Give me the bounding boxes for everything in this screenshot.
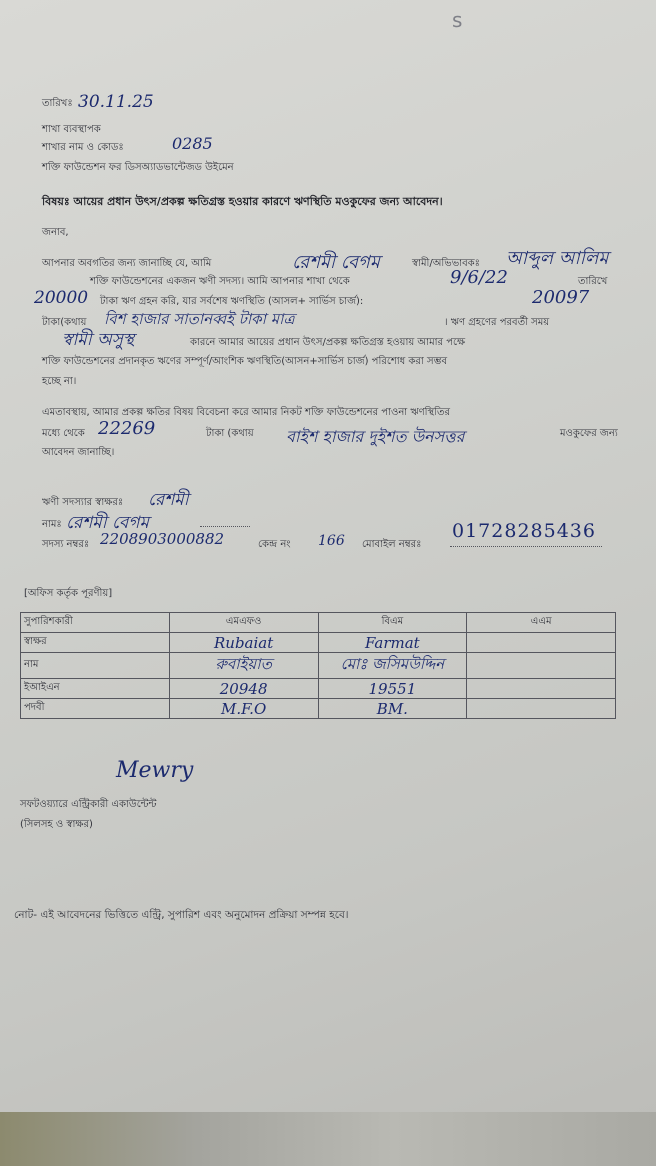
row-label: স্বাক্ষর bbox=[21, 633, 170, 653]
date-value: 30.11.25 bbox=[78, 92, 154, 112]
accountant-signature-hand: Mewry bbox=[116, 758, 194, 783]
para1-line3-a: টাকা ঋণ গ্রহন করি, যার সর্বশেষ ঋণস্থিতি (আসল+ সার্ভিস চার্জ): bbox=[100, 296, 364, 307]
loan-date-hand: 9/6/22 bbox=[450, 267, 508, 288]
center-label: কেন্দ্র নং bbox=[258, 539, 291, 550]
para1-line1-a: আপনার অবগতির জন্য জানাচ্ছি যে, আমি bbox=[42, 258, 212, 269]
para2-line2-b: টাকা (কথায় bbox=[206, 428, 254, 439]
mobile-dotted-line bbox=[450, 546, 602, 547]
mfo-signature: Rubaiat bbox=[213, 633, 274, 652]
mobile-number-hand: 01728285436 bbox=[452, 520, 596, 542]
waive-amount-hand: 22269 bbox=[98, 418, 156, 439]
branch-manager-line: শাখা ব্যবস্থাপক bbox=[42, 124, 101, 135]
office-use-note: [অফিস কর্তৃক পূরণীয়] bbox=[24, 588, 113, 599]
bm-designation: BM. bbox=[376, 699, 408, 718]
branch-code: 0285 bbox=[172, 134, 213, 153]
table-row bbox=[21, 679, 616, 699]
para1-line2-a: শক্তি ফাউন্ডেশনের একজন ঋণী সদস্য। আমি আপনার শাখা থেকে bbox=[90, 276, 350, 287]
table-header-cell: সুপারিশকারী bbox=[21, 613, 170, 633]
am-ein bbox=[467, 679, 616, 699]
footer-note: নোট- এই আবেদনের ভিত্তিতে এন্ট্রি, সুপারিশ এবং অনুমোদন প্রক্রিয়া সম্পন্ন হবে। bbox=[14, 909, 349, 921]
table-header-cell: বিএম bbox=[318, 613, 467, 633]
para1-line5-a: কারনে আমার আয়ের প্রধান উৎস/প্রকল্প ক্ষতিগ্রস্ত হওয়ায় আমার পক্ষে bbox=[190, 337, 466, 348]
row-label: ইআইএন bbox=[21, 679, 170, 699]
loan-amount-hand: 20000 bbox=[34, 288, 89, 308]
mfo-ein: 20948 bbox=[219, 679, 268, 698]
member-id-label: সদস্য নম্বরঃ bbox=[42, 539, 90, 550]
waive-words-hand: বাইশ হাজার দুইশত উনসত্তর bbox=[286, 427, 465, 446]
mfo-designation: M.F.O bbox=[220, 699, 267, 718]
para1-line2-b: তারিখে bbox=[578, 276, 608, 287]
branch-label: শাখার নাম ও কোডঃ bbox=[42, 142, 124, 153]
table-row bbox=[21, 699, 616, 719]
subject-line: বিষয়ঃ আয়ের প্রধান উৎস/প্রকল্প ক্ষতিগ্রস্ত হওয়ার কারণে ঋণস্থিতি মওকুফের জন্য আবেদন। bbox=[42, 195, 443, 208]
center-no-hand: 166 bbox=[318, 533, 345, 549]
para2-line2-c: মওকুফের জন্য bbox=[560, 428, 618, 439]
recommendation-table bbox=[20, 612, 616, 719]
organization-line: শক্তি ফাউন্ডেশন ফর ডিসঅ্যাডভান্টেজড উইমেন bbox=[42, 162, 234, 173]
accountant-seal-note: (সিলসহ ও স্বাক্ষর) bbox=[20, 819, 93, 830]
reason-hand: স্বামী অসুস্থ bbox=[62, 330, 135, 350]
para1-line7: হচ্ছে না। bbox=[42, 376, 77, 387]
para2-line3: আবেদন জানাচ্ছি। bbox=[42, 447, 115, 458]
member-signature-hand: রেশমী bbox=[148, 490, 189, 510]
branch-line bbox=[42, 141, 124, 154]
row-label: নাম bbox=[21, 653, 170, 679]
applicant-name-hand: রেশমী বেগম bbox=[292, 252, 380, 273]
date-label: তারিখঃ bbox=[42, 98, 73, 109]
balance-words-hand: বিশ হাজার সাতানব্বই টাকা মাত্র bbox=[104, 310, 295, 328]
member-sig-label: ঋণী সদস্যার স্বাক্ষরঃ bbox=[42, 497, 124, 508]
mobile-label: মোবাইল নম্বরঃ bbox=[362, 539, 422, 550]
member-name-hand: রেশমী বেগম bbox=[66, 513, 149, 533]
para1-line1-b: স্বামী/অভিভাবকঃ bbox=[412, 258, 480, 269]
photo-background-edge bbox=[0, 1112, 656, 1166]
member-name-label: নামঃ bbox=[42, 519, 62, 530]
bm-ein: 19551 bbox=[368, 679, 417, 698]
stray-pen-mark: s bbox=[452, 8, 463, 32]
row-label: পদবী bbox=[21, 699, 170, 719]
para1-line6: শক্তি ফাউন্ডেশনের প্রদানকৃত ঋণের সম্পূর্ণ/আংশিক ঋণস্থিতি(আসন+সার্ভিস চার্জ) পরিশোধ করা সম্ভব bbox=[42, 356, 448, 367]
am-signature bbox=[467, 633, 616, 653]
table-header-cell: এএম bbox=[467, 613, 616, 633]
am-designation bbox=[467, 699, 616, 719]
accountant-title: সফটওয়্যারে এন্ট্রিকারী একাউন্টেন্ট bbox=[20, 799, 157, 810]
table-row bbox=[21, 633, 616, 653]
table-header-cell: এমএফও bbox=[169, 613, 318, 633]
mfo-name: রুবাইয়াত bbox=[215, 655, 272, 673]
table-header-row bbox=[21, 613, 616, 633]
bm-signature: Farmat bbox=[365, 633, 420, 652]
para1-line4-b: । ঋণ গ্রহণের পরবর্তী সময় bbox=[444, 317, 550, 328]
table-row bbox=[21, 653, 616, 679]
date-line bbox=[42, 97, 73, 110]
balance-hand: 20097 bbox=[532, 287, 590, 308]
guardian-name-hand: আব্দুল আলিম bbox=[506, 248, 609, 269]
salutation: জনাব, bbox=[42, 227, 69, 238]
member-id-hand: 2208903000882 bbox=[100, 530, 225, 548]
para2-line1: এমতাবস্থায়, আমার প্রকল্প ক্ষতির বিষয় বিবেচনা করে আমার নিকট শক্তি ফাউন্ডেশনের পাওনা ঋণস্থিতির bbox=[42, 407, 451, 418]
name-dotted-line bbox=[200, 526, 250, 527]
am-name bbox=[467, 653, 616, 679]
para2-line2-a: মধ্যে থেকে bbox=[42, 428, 85, 439]
para1-line4-a: টাকা(কথায় bbox=[42, 317, 87, 328]
bm-name: মোঃ জসিমউদ্দিন bbox=[340, 655, 445, 673]
